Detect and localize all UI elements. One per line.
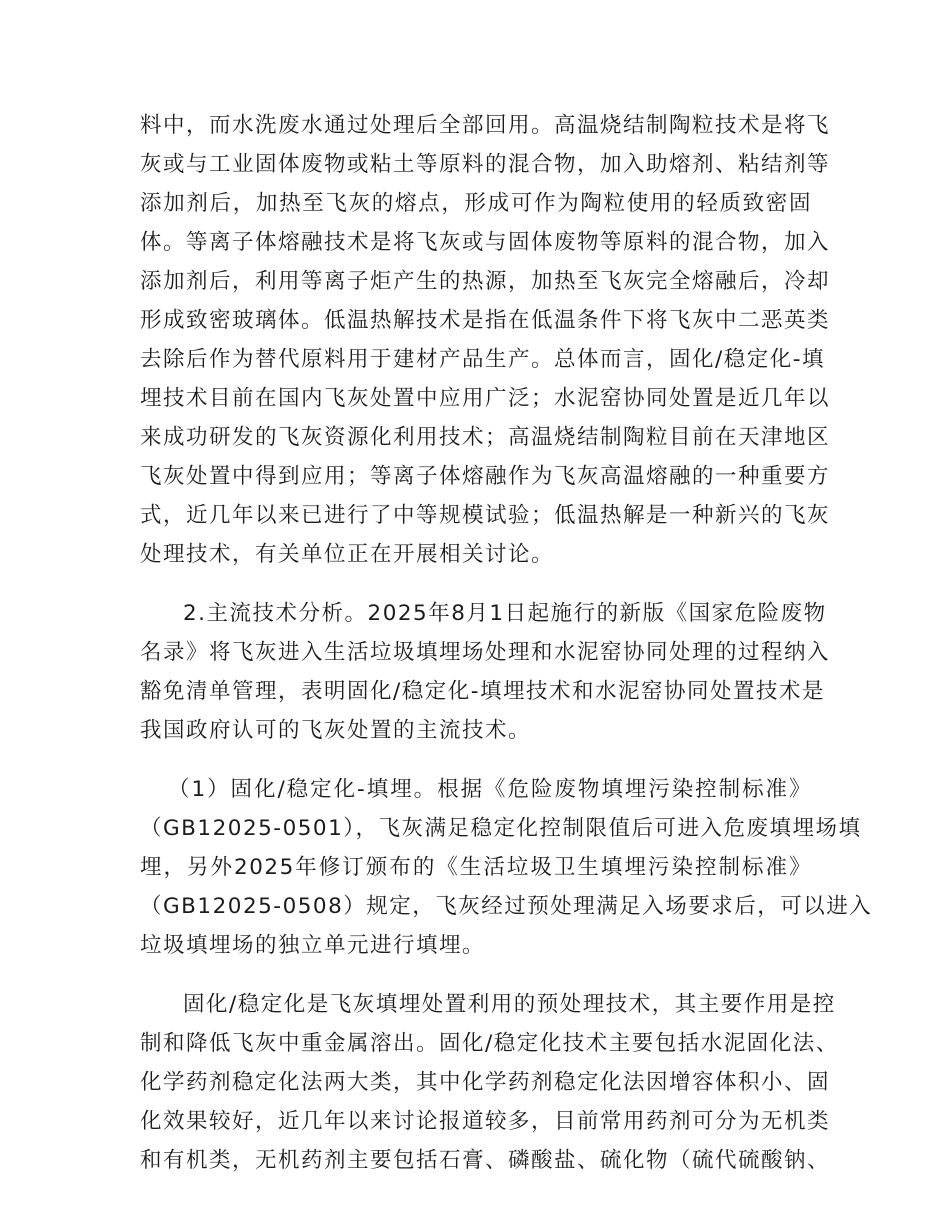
text-line: 飞灰处置中得到应用；等离子体熔融作为飞灰高温熔融的一种重要方 [140,464,831,489]
text-line: 形成致密玻璃体。低温热解技术是指在低温条件下将飞灰中二恶英类 [140,308,831,333]
text-line: 灰或与工业固体废物或粘土等原料的混合物，加入助熔剂、粘结剂等 [140,152,831,177]
text-line: 名录》将飞灰进入生活垃圾填埋场处理和水泥窑协同处理的过程纳入 [140,640,831,665]
text-line: 和有机类，无机药剂主要包括石膏、磷酸盐、硫化物（硫代硫酸钠、 [140,1148,831,1173]
text-line: 添加剂后，加热至飞灰的熔点，形成可作为陶粒使用的轻质致密固 [140,191,812,216]
text-line: （1）固化/稳定化-填埋。根据《危险废物填埋污染控制标准》 [168,777,812,802]
text-line: 体。等离子体熔融技术是将飞灰或与固体废物等原料的混合物，加入 [140,230,831,255]
text-line: 固化/稳定化是飞灰填埋处置利用的预处理技术，其主要作用是控 [183,992,836,1017]
text-line: 添加剂后，利用等离子炬产生的热源，加热至飞灰完全熔融后，冷却 [140,269,831,294]
text-line: 埋，另外2025年修订颁布的《生活垃圾卫生填埋污染控制标准》 [140,855,812,880]
text-line: 制和降低飞灰中重金属溶出。固化/稳定化技术主要包括水泥固化法、 [140,1031,839,1056]
text-line: 化效果较好，近几年以来讨论报道较多，目前常用药剂可分为无机类 [140,1109,831,1134]
text-line: 化学药剂稳定化法两大类，其中化学药剂稳定化法因增容体积小、固 [140,1070,831,1095]
text-line: 式，近几年以来已进行了中等规模试验；低温热解是一种新兴的飞灰 [140,503,831,528]
text-line: 来成功研发的飞灰资源化利用技术；高温烧结制陶粒目前在天津地区 [140,425,831,450]
text-line: 处理技术，有关单位正在开展相关讨论。 [140,542,555,567]
text-line: 去除后作为替代原料用于建材产品生产。总体而言，固化/稳定化-填 [140,347,826,372]
text-line: （GB12025-0501），飞灰满足稳定化控制限值后可进入危废填埋场填 [140,816,862,841]
text-line: 豁免清单管理，表明固化/稳定化-填埋技术和水泥窑协同处置技术是 [140,679,826,704]
text-line: （GB12025-0508）规定，飞灰经过预处理满足入场要求后，可以进入 [140,894,873,919]
text-line: 埋技术目前在国内飞灰处置中应用广泛；水泥窑协同处置是近几年以 [140,386,831,411]
text-line: 2.主流技术分析。2025年8月1日起施行的新版《国家危险废物 [183,601,827,626]
text-line: 我国政府认可的飞灰处置的主流技术。 [140,718,532,743]
text-line: 料中，而水洗废水通过处理后全部回用。高温烧结制陶粒技术是将飞 [140,113,831,138]
text-line: 垃圾填埋场的独立单元进行填埋。 [140,933,486,958]
